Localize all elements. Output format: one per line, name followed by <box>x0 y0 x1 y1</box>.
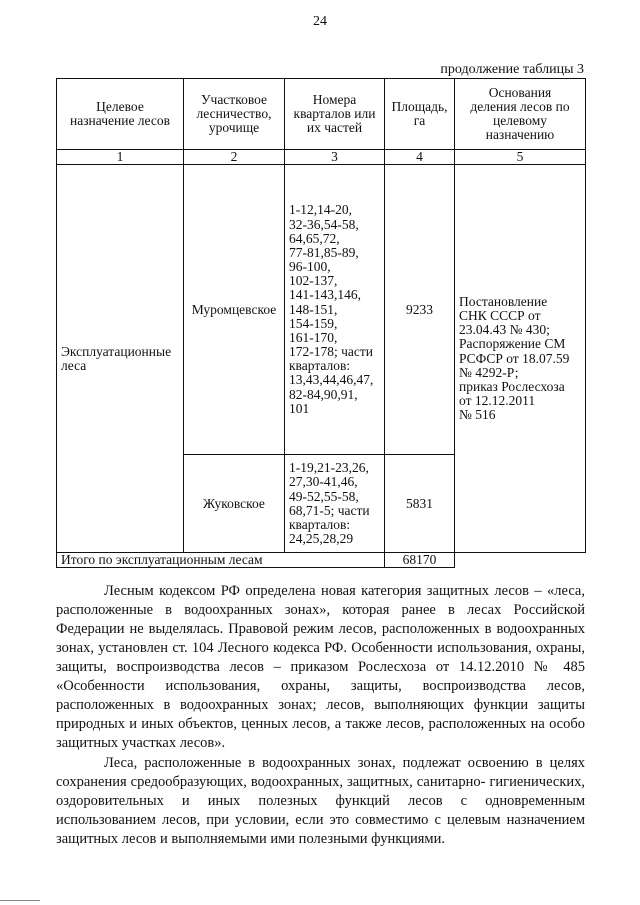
quarters-cell: 1-12,14-20, 32-36,54-58, 64,65,72, 77-81,85-89, 96-100, 102-137, 141-143,146, 148-151, 154-159, 161-170, 172-178; части кварталов: 13,43,44,46,47, 82-84,90,91, 101 <box>285 165 385 455</box>
body-paragraph: Лесным кодексом РФ определена новая категория защитных лесов – «леса, расположенные в водоохранных зонах», которая ранее в лесах Российской Федерации не выделялась. Правовой режим лесов, расположенных в водоохранных зонах, установлен ст. 104 Лесного кодекса РФ. Особенности использования, охраны, защиты, воспроизводства лесов – приказом Рослесхоза от 14.12.2010 № 485 «Особенности использования, охраны, защиты, воспроизводства лесов, расположенных в водоохранных зонах; лесов, выполняющих функции защиты природных и иных объектов, ценных лесов, а также лесов, расположенных на особо защитных участках лесов». <box>56 583 586 751</box>
area-cell: 5831 <box>385 455 455 553</box>
column-number: 3 <box>285 150 385 165</box>
header-quarters: Номера кварталов или их частей <box>285 79 385 150</box>
total-label: Итого по эксплуатационным лесам <box>57 553 385 568</box>
total-row <box>57 553 586 568</box>
total-value: 68170 <box>385 553 455 568</box>
header-area: Площадь, га <box>385 79 455 150</box>
basis-cell: Постановление СНК СССР от 23.04.43 № 430; Распоряжение СМ РСФСР от 18.07.59 № 4292-Р; приказ Рослесхоза от 12.12.2011 № 516 <box>455 165 586 553</box>
header-forestry: Участковое лесничество, урочище <box>184 79 285 150</box>
header-purpose: Целевое назначение лесов <box>57 79 184 150</box>
forest-table <box>56 78 585 568</box>
area-cell: 9233 <box>385 165 455 455</box>
purpose-cell: Эксплуатационные леса <box>57 165 184 553</box>
column-number: 5 <box>455 150 586 165</box>
column-number: 4 <box>385 150 455 165</box>
page-number: 24 <box>313 14 327 29</box>
table-continuation-label: продолжение таблицы 3 <box>440 62 584 77</box>
table-header-row <box>57 79 586 150</box>
quarters-cell: 1-19,21-23,26, 27,30-41,46, 49-52,55-58, 68,71-5; части кварталов: 24,25,28,29 <box>285 455 385 553</box>
header-basis: Основания деления лесов по целевому назначению <box>455 79 586 150</box>
total-empty-cell <box>455 553 586 568</box>
footer-rule <box>0 900 40 901</box>
column-number: 1 <box>57 150 184 165</box>
body-paragraph: Леса, расположенные в водоохранных зонах, подлежат освоению в целях сохранения средообразующих, водоохранных, защитных, санитарно- гигиенических, оздоровительных и иных полезных функций лесов с одновременным использованием лесов, при условии, если это совместимо с целевым назначением защитных лесов и выполняемыми ими полезными функциями. <box>56 755 586 847</box>
column-number-row <box>57 150 586 165</box>
forestry-cell: Муромцевское <box>184 165 285 455</box>
column-number: 2 <box>184 150 285 165</box>
table-row <box>57 165 586 455</box>
forestry-cell: Жуковское <box>184 455 285 553</box>
